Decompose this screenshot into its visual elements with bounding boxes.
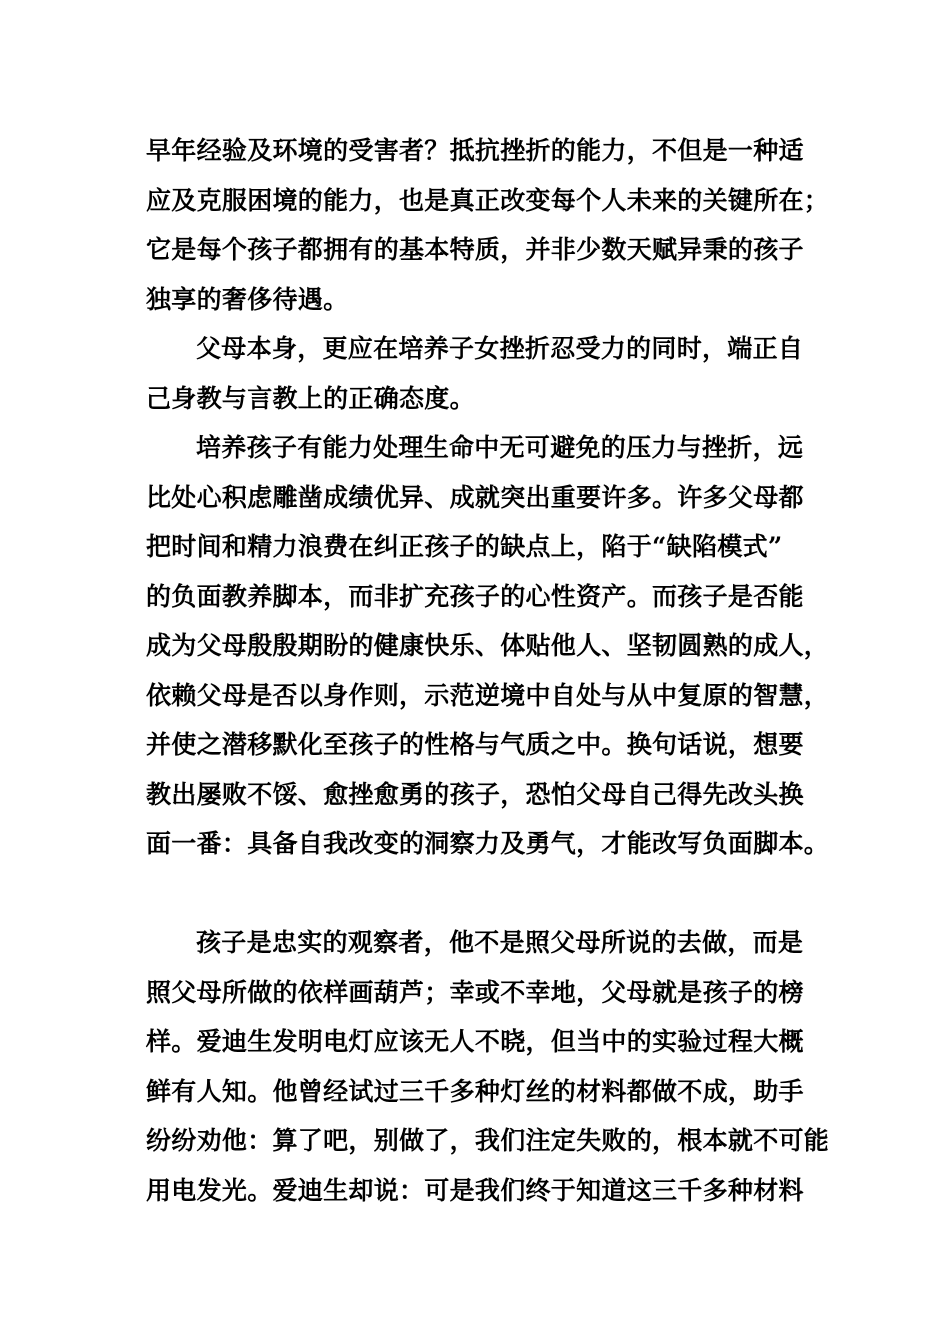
text-line: 面一番：具备自我改变的洞察力及勇气，才能改写负面脚本。 bbox=[146, 829, 830, 858]
text-line: 照父母所做的依样画葫芦；幸或不幸地，父母就是孩子的榜 bbox=[146, 977, 804, 1007]
paragraph-start-line: 孩子是忠实的观察者，他不是照父母所说的去做，而是 bbox=[196, 928, 804, 957]
text-line: 鲜有人知。他曾经试过三千多种灯丝的材料都做不成，助手 bbox=[146, 1076, 804, 1106]
paragraph-start-line: 培养孩子有能力处理生命中无可避免的压力与挫折，远 bbox=[196, 433, 804, 462]
text-line: 的负面教养脚本，而非扩充孩子的心性资产。而孩子是否能 bbox=[146, 581, 804, 611]
text-line: 教出屡败不馁、愈挫愈勇的孩子，恐怕父母自己得先改头换 bbox=[146, 779, 804, 809]
paragraph-gap bbox=[146, 869, 826, 919]
text-line: 样。爱迪生发明电灯应该无人不晓，但当中的实验过程大概 bbox=[146, 1027, 804, 1056]
text-line: 早年经验及环境的受害者？抵抗挫折的能力，不但是一种适 bbox=[146, 136, 804, 165]
text-line: 它是每个孩子都拥有的基本特质，并非少数天赋异秉的孩子 bbox=[146, 235, 804, 264]
text-line: 己身教与言教上的正确态度。 bbox=[146, 383, 475, 413]
text-line: 并使之潜移默化至孩子的性格与气质之中。换句话说，想要 bbox=[146, 730, 804, 759]
body-text bbox=[146, 126, 830, 1215]
text-line: 比处心积虑雕凿成绩优异、成就突出重要许多。许多父母都 bbox=[146, 482, 804, 512]
text-line: 应及克服困境的能力，也是真正改变每个人未来的关键所在； bbox=[146, 185, 830, 215]
text-line: 独享的奢侈待遇。 bbox=[146, 284, 349, 314]
text-line: 用电发光。爱迪生却说：可是我们终于知道这三千多种材料 bbox=[146, 1175, 804, 1205]
text-line: 成为父母殷殷期盼的健康快乐、体贴他人、坚韧圆熟的成人， bbox=[146, 631, 830, 660]
text-line: 纷纷劝他：算了吧，别做了，我们注定失败的，根本就不可能 bbox=[146, 1126, 830, 1155]
text-line: 依赖父母是否以身作则，示范逆境中自处与从中复原的智慧， bbox=[146, 680, 830, 710]
paragraph-start-line: 父母本身，更应在培养子女挫折忍受力的同时，端正自 bbox=[196, 334, 804, 363]
text-line: 把时间和精力浪费在纠正孩子的缺点上，陷于“缺陷模式” bbox=[146, 532, 783, 561]
